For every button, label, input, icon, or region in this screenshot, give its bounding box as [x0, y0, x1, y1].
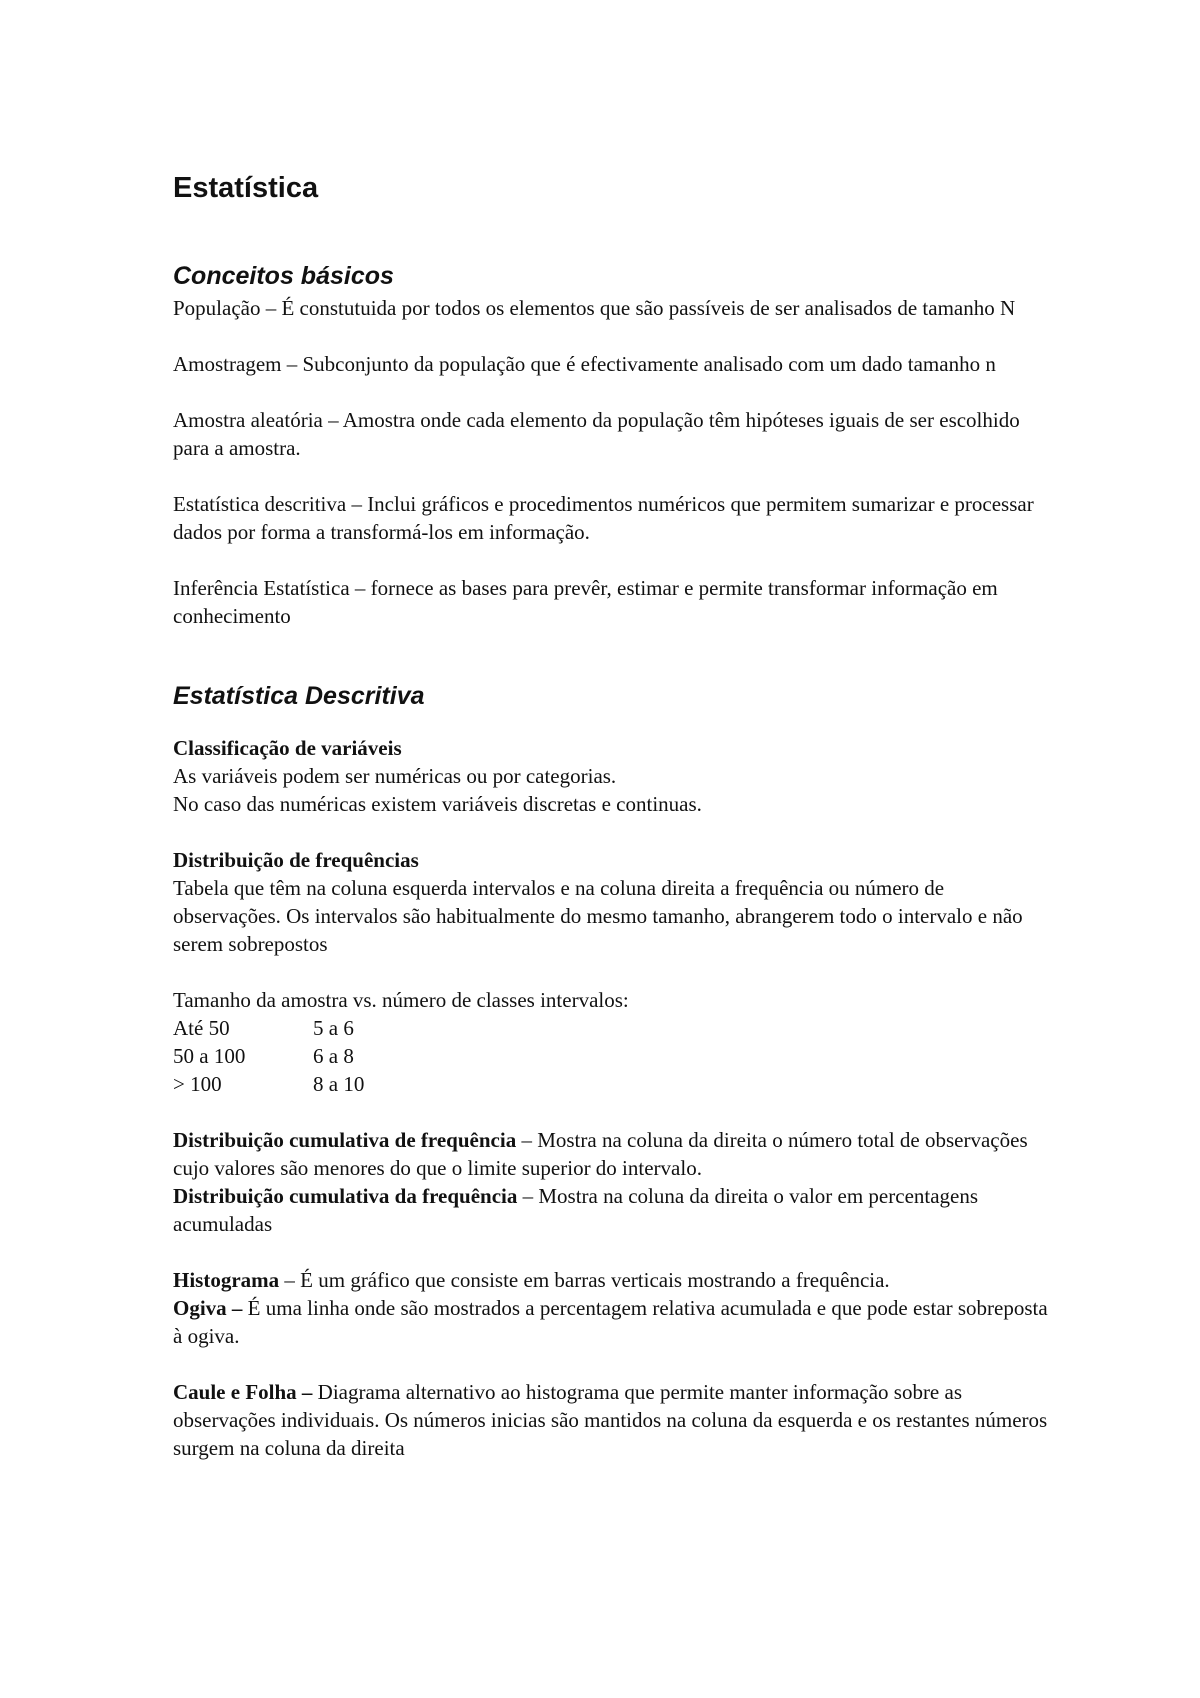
text-histogram: – É um gráfico que consiste em barras verticais mostrando a frequência.: [279, 1268, 890, 1292]
paragraph-statistical-inference: Inferência Estatística – fornece as bases para prevêr, estimar e permite transformar informação em conhecimento: [173, 576, 998, 628]
table-cell-class-count: 5 a 6: [313, 1016, 354, 1040]
block-frequency-distribution: [173, 846, 1053, 958]
text-stem-and-leaf: Diagrama alternativo ao histograma que permite manter informação sobre as observações individuais. Os números inicias são mantidos na coluna da esquerda e os restantes números surgem na coluna da direita: [173, 1380, 1048, 1460]
text-cumulative-frequency: – Mostra na coluna da direita o número total de observações cujo valores são menores do que o limite superior do intervalo.: [173, 1128, 1028, 1180]
class-intervals-table: [173, 1014, 364, 1098]
paragraph-cumulative-percentage: [173, 1182, 1053, 1238]
paragraph-ogive: [173, 1294, 1053, 1350]
table-row: [173, 1042, 364, 1070]
block-cumulative-distribution: [173, 1126, 1053, 1238]
table-row: [173, 1014, 364, 1042]
paragraph-population: População – É constutuida por todos os elementos que são passíveis de ser analisados de tamanho N: [173, 296, 1016, 320]
paragraph-histogram: [173, 1266, 1053, 1294]
table-cell-class-count: 6 a 8: [313, 1044, 354, 1068]
section-title-descriptive-statistics: Estatística Descritiva: [173, 682, 425, 710]
table-cell-sample-size: 50 a 100: [173, 1044, 246, 1068]
heading-frequency-distribution: Distribuição de frequências: [173, 848, 419, 872]
document-page: [173, 150, 1053, 1490]
paragraph-descriptive-statistics: Estatística descritiva – Inclui gráficos e procedimentos numéricos que permitem sumarizar e processar dados por forma a transformá-los em informação.: [173, 492, 1034, 544]
block-histogram-ogive: [173, 1266, 1053, 1350]
table-cell-sample-size: > 100: [173, 1072, 222, 1096]
section-title-basic-concepts: Conceitos básicos: [173, 262, 394, 290]
text-variable-classification-line2: No caso das numéricas existem variáveis discretas e continuas.: [173, 792, 702, 816]
term-ogive: Ogiva –: [173, 1296, 243, 1320]
term-stem-and-leaf: Caule e Folha –: [173, 1380, 313, 1404]
paragraph-cumulative-frequency: [173, 1126, 1053, 1182]
text-frequency-distribution: Tabela que têm na coluna esquerda intervalos e na coluna direita a frequência ou número de observações. Os intervalos são habitualmente do mesmo tamanho, abrangerem todo o intervalo e não serem sobrepostos: [173, 876, 1023, 956]
term-cumulative-frequency: Distribuição cumulativa de frequência: [173, 1128, 517, 1152]
term-histogram: Histograma: [173, 1268, 280, 1292]
block-stem-and-leaf: [173, 1378, 1053, 1462]
text-variable-classification-line1: As variáveis podem ser numéricas ou por categorias.: [173, 764, 617, 788]
term-cumulative-percentage: Distribuição cumulativa da frequência: [173, 1184, 518, 1208]
block-variable-classification: [173, 734, 1053, 818]
table-cell-class-count: 8 a 10: [313, 1072, 365, 1096]
paragraph-random-sample: Amostra aleatória – Amostra onde cada elemento da população têm hipóteses iguais de ser escolhido para a amostra.: [173, 408, 1020, 460]
text-cumulative-percentage: – Mostra na coluna da direita o valor em percentagens acumuladas: [173, 1184, 979, 1236]
document-title: Estatística: [173, 172, 319, 204]
heading-variable-classification: Classificação de variáveis: [173, 736, 402, 760]
paragraph-stem-and-leaf: [173, 1378, 1053, 1462]
paragraph-sampling: Amostragem – Subconjunto da população que é efectivamente analisado com um dado tamanho n: [173, 352, 996, 376]
table-cell-sample-size: Até 50: [173, 1016, 230, 1040]
text-class-table-intro: Tamanho da amostra vs. número de classes intervalos:: [173, 988, 629, 1012]
table-row: [173, 1070, 364, 1098]
text-ogive: É uma linha onde são mostrados a percentagem relativa acumulada e que pode estar sobreposta à ogiva.: [173, 1296, 1048, 1348]
